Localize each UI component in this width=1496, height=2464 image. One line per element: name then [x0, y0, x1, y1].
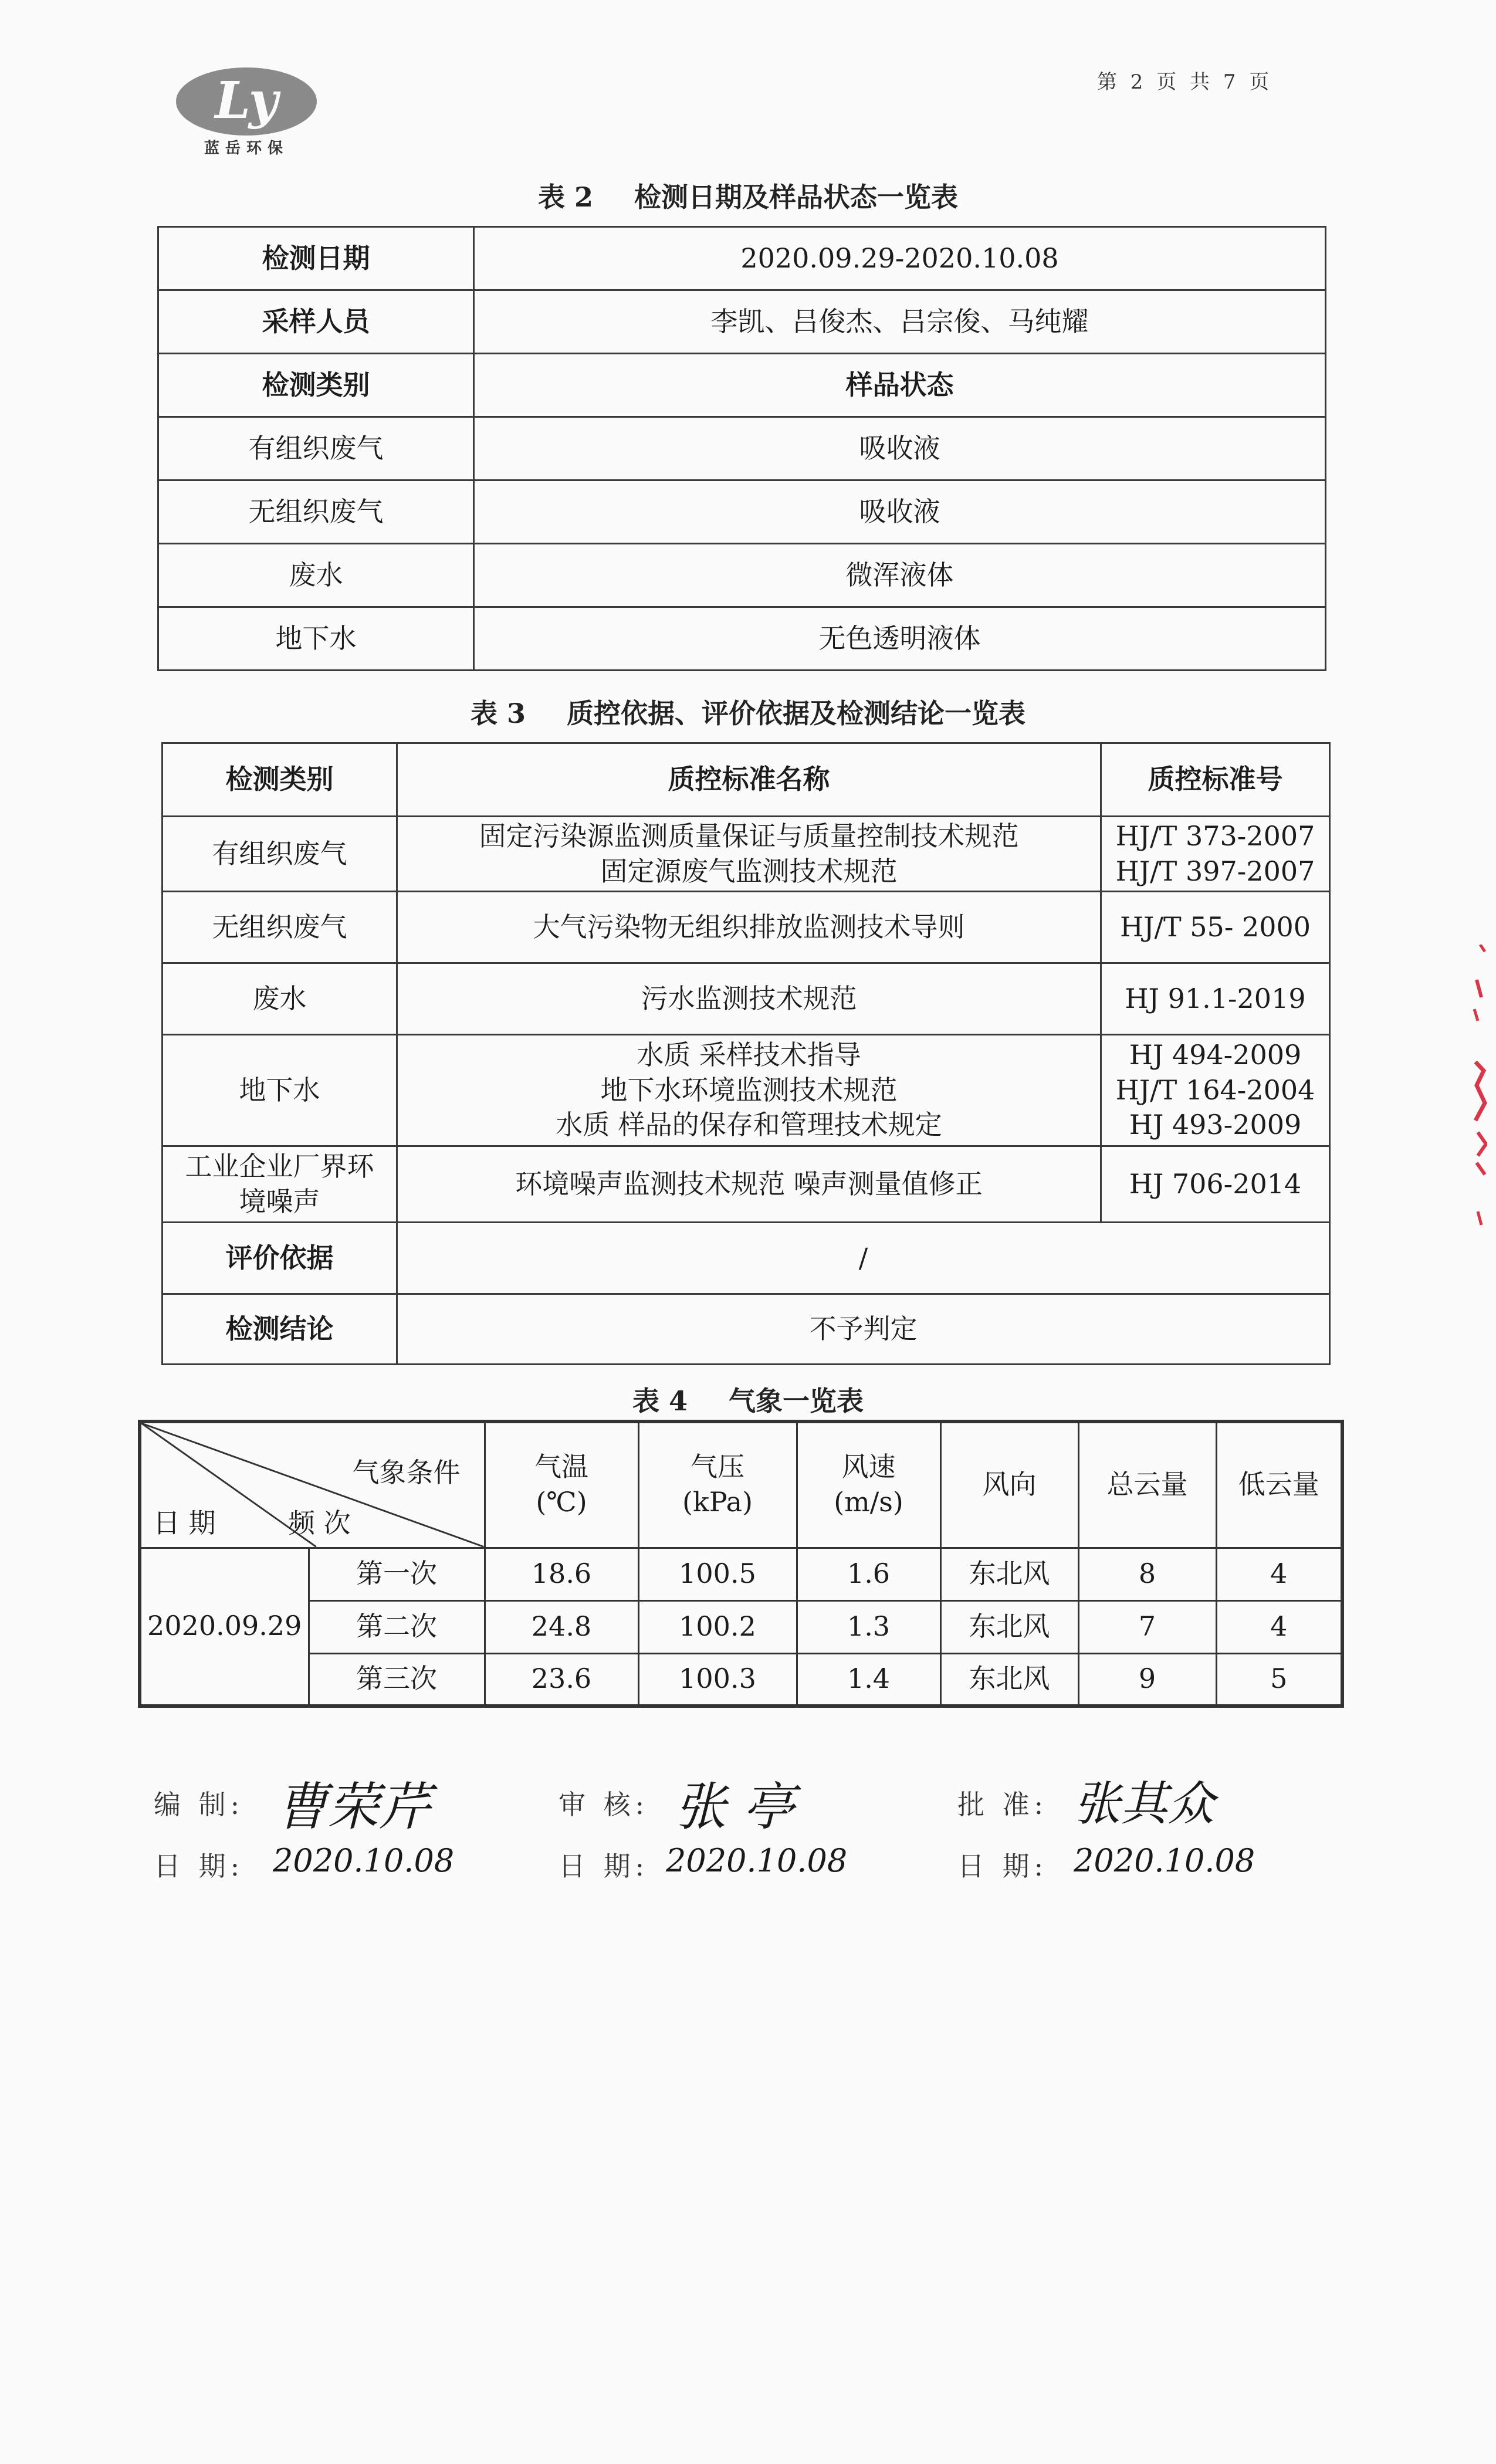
standard-name-cell: [397, 1035, 1101, 1146]
table4-caption: [0, 1380, 1496, 1419]
table-cell-value: 样品状态: [474, 354, 1326, 417]
header-unit: (m/s): [834, 1486, 903, 1518]
sample-status-table: [157, 226, 1326, 671]
frequency-cell: 第三次: [309, 1653, 485, 1706]
column-header: [485, 1421, 638, 1548]
category-line: 工业企业厂界环: [185, 1150, 374, 1182]
table-row: [158, 607, 1326, 671]
table-cell-label: 检测日期: [158, 227, 474, 290]
standard-name: 水质 样品的保存和管理技术规定: [556, 1109, 942, 1141]
header-line: 气压: [691, 1451, 744, 1483]
column-header: 检测类别: [163, 743, 397, 817]
standard-name: 固定污染源监测质量保证与质量控制技术规范: [479, 820, 1019, 852]
standard-code: HJ/T 164-2004: [1115, 1074, 1315, 1106]
prepared-signature: 曹荣芹: [276, 1776, 431, 1837]
evaluation-label: 评价依据: [163, 1223, 397, 1294]
header-unit: (kPa): [682, 1486, 753, 1518]
table-row: [163, 892, 1330, 963]
wind-speed-cell: 1.3: [797, 1600, 940, 1653]
total-cloud-cell: 7: [1078, 1600, 1216, 1653]
low-cloud-cell: 4: [1216, 1600, 1342, 1653]
seal-stamp-fragment: [1464, 945, 1487, 1226]
wind-direction-cell: 东北风: [940, 1600, 1078, 1653]
reviewed-date-label: 日 期:: [559, 1850, 649, 1882]
evaluation-value: /: [397, 1223, 1330, 1294]
table-cell-value: 吸收液: [474, 417, 1326, 480]
wind-direction-cell: 东北风: [940, 1548, 1078, 1600]
standard-name: 固定源废气监测技术规范: [600, 855, 898, 887]
reviewed-signature: 张 亭: [675, 1776, 794, 1837]
category-line: 境噪声: [239, 1185, 320, 1217]
temp-cell: 18.6: [485, 1548, 638, 1600]
table3-caption: [0, 692, 1496, 731]
category-cell: 废水: [163, 963, 397, 1035]
table-row: [163, 1223, 1330, 1294]
table3-caption-num: 表 3: [470, 698, 526, 729]
corner-frequency-label: 频 次: [288, 1507, 351, 1539]
table-row: [163, 817, 1330, 892]
logo-letters: Ly: [215, 71, 278, 130]
table4-caption-title: 气象一览表: [729, 1385, 864, 1417]
table-row: [163, 963, 1330, 1035]
standard-name: 大气污染物无组织排放监测技术导则: [397, 892, 1101, 963]
standard-name: 地下水环境监测技术规范: [600, 1074, 898, 1106]
approved-label: 批 准:: [957, 1789, 1048, 1820]
total-cloud-cell: 8: [1078, 1548, 1216, 1600]
table-header-row: [163, 743, 1330, 817]
standard-code: HJ 91.1-2019: [1101, 963, 1330, 1035]
header-line: 气温: [534, 1451, 588, 1483]
total-cloud-cell: 9: [1078, 1653, 1216, 1706]
table-cell-label: 检测类别: [158, 354, 474, 417]
page-number: 第 2 页 共 7 页: [1097, 70, 1273, 94]
pressure-cell: 100.3: [638, 1653, 797, 1706]
table-header-row: [140, 1421, 1342, 1548]
standard-code: HJ/T 397-2007: [1115, 855, 1315, 887]
weather-table: [138, 1420, 1344, 1708]
standard-code-cell: [1101, 1035, 1330, 1146]
reviewed-label: 审 核:: [559, 1789, 649, 1820]
table2-caption-num: 表 2: [537, 181, 594, 213]
header-line: 风速: [841, 1451, 896, 1483]
table-row: [163, 1035, 1330, 1146]
frequency-cell: 第二次: [309, 1600, 485, 1653]
corner-date-label: 日 期: [153, 1507, 216, 1539]
wind-speed-cell: 1.6: [797, 1548, 940, 1600]
table-row: [158, 227, 1326, 290]
quality-control-table: [161, 742, 1331, 1365]
category-cell: 有组织废气: [163, 817, 397, 892]
prepared-date-label: 日 期:: [154, 1850, 245, 1882]
column-header: 总云量: [1078, 1421, 1216, 1548]
category-cell: [163, 1146, 397, 1223]
standard-name-cell: [397, 817, 1101, 892]
wind-speed-cell: 1.4: [797, 1653, 940, 1706]
column-header: [797, 1421, 940, 1548]
table-cell-value: 李凯、吕俊杰、吕宗俊、马纯耀: [474, 290, 1326, 354]
table-row: [140, 1600, 1342, 1653]
table-row: [140, 1653, 1342, 1706]
table2-caption: [0, 176, 1496, 215]
conclusion-label: 检测结论: [163, 1294, 397, 1365]
category-cell: 无组织废气: [163, 892, 397, 963]
date-cell: 2020.09.29: [140, 1548, 309, 1706]
temp-cell: 23.6: [485, 1653, 638, 1706]
standard-code-cell: [1101, 817, 1330, 892]
corner-weather-label: 气象条件: [352, 1457, 461, 1488]
reviewed-date: 2020.10.08: [666, 1842, 848, 1879]
column-header: 低云量: [1216, 1421, 1342, 1548]
standard-name: 环境噪声监测技术规范 噪声测量值修正: [397, 1146, 1101, 1223]
column-header: 质控标准号: [1101, 743, 1330, 817]
prepared-label: 编 制:: [154, 1789, 245, 1820]
temp-cell: 24.8: [485, 1600, 638, 1653]
table-row: [163, 1294, 1330, 1365]
table-row: [158, 417, 1326, 480]
standard-code: HJ 706-2014: [1101, 1146, 1330, 1223]
column-header: 风向: [940, 1421, 1078, 1548]
table-cell-value: 无色透明液体: [474, 607, 1326, 671]
table4-caption-num: 表 4: [632, 1385, 688, 1417]
pressure-cell: 100.2: [638, 1600, 797, 1653]
table-row: [140, 1548, 1342, 1600]
category-cell: 地下水: [163, 1035, 397, 1146]
approved-date: 2020.10.08: [1074, 1842, 1255, 1879]
standard-name: 污水监测技术规范: [397, 963, 1101, 1035]
table2-caption-title: 检测日期及样品状态一览表: [634, 181, 959, 213]
pressure-cell: 100.5: [638, 1548, 797, 1600]
table-cell-label: 废水: [158, 544, 474, 607]
table-cell-value: 微浑液体: [474, 544, 1326, 607]
conclusion-value: 不予判定: [397, 1294, 1330, 1365]
standard-code: HJ/T 55- 2000: [1101, 892, 1330, 963]
low-cloud-cell: 4: [1216, 1548, 1342, 1600]
approved-date-label: 日 期:: [957, 1850, 1048, 1882]
table-cell-label: 无组织废气: [158, 480, 474, 544]
logo-text: 蓝岳环保: [204, 140, 289, 157]
low-cloud-cell: 5: [1216, 1653, 1342, 1706]
column-header: [638, 1421, 797, 1548]
table-cell-label: 采样人员: [158, 290, 474, 354]
table-row: [163, 1146, 1330, 1223]
table-row: [158, 354, 1326, 417]
table-cell-value: 2020.09.29-2020.10.08: [474, 227, 1326, 290]
table3-caption-title: 质控依据、评价依据及检测结论一览表: [567, 698, 1026, 729]
table-row: [158, 290, 1326, 354]
table-cell-value: 吸收液: [474, 480, 1326, 544]
wind-direction-cell: 东北风: [940, 1653, 1078, 1706]
header-unit: (℃): [536, 1486, 587, 1518]
approved-signature: 张其众: [1074, 1776, 1214, 1831]
standard-code: HJ/T 373-2007: [1115, 820, 1315, 852]
table-row: [158, 544, 1326, 607]
table-cell-label: 地下水: [158, 607, 474, 671]
standard-code: HJ 494-2009: [1129, 1038, 1302, 1071]
table-row: [158, 480, 1326, 544]
standard-name: 水质 采样技术指导: [637, 1038, 861, 1071]
standard-code: HJ 493-2009: [1129, 1109, 1302, 1141]
table-cell-label: 有组织废气: [158, 417, 474, 480]
prepared-date: 2020.10.08: [273, 1842, 455, 1879]
frequency-cell: 第一次: [309, 1548, 485, 1600]
column-header: 质控标准名称: [397, 743, 1101, 817]
diagonal-header-cell: [140, 1421, 485, 1548]
